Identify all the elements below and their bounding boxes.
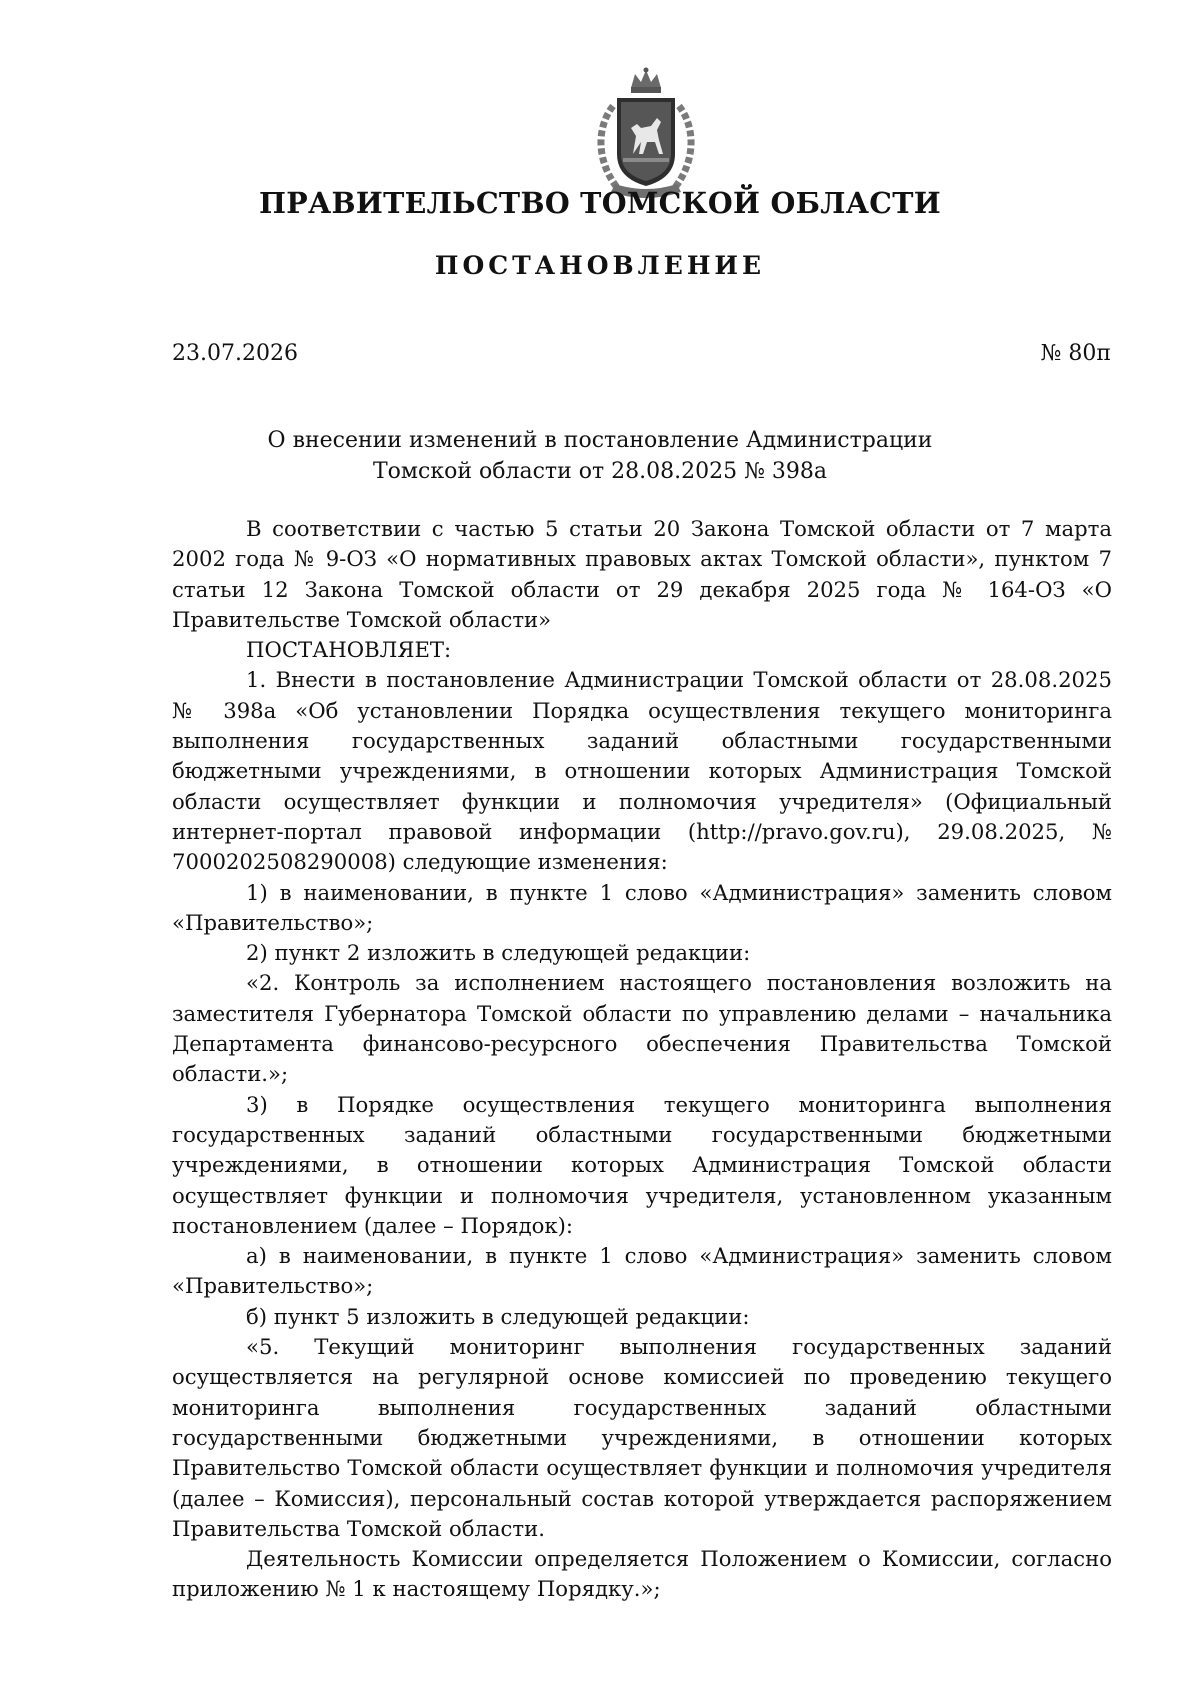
body-paragraph: а) в наименовании, в пункте 1 слово «Администрация» заменить словом «Правительство»;	[172, 1243, 1112, 1299]
body-paragraph: 2) пункт 2 изложить в следующей редакции:	[246, 940, 751, 966]
body-paragraph: Деятельность Комиссии определяется Положением о Комиссии, согласно приложению № 1 к настоящему Порядку.»;	[172, 1546, 1112, 1602]
organization-title: ПРАВИТЕЛЬСТВО ТОМСКОЙ ОБЛАСТИ	[259, 186, 941, 220]
document-number: № 80п	[1040, 341, 1111, 366]
subject-line: Томской области от 28.08.2025 № 398а	[372, 459, 828, 484]
document-type-title: ПОСТАНОВЛЕНИЕ	[434, 251, 766, 280]
body-paragraph: 3) в Порядке осуществления текущего мониторинга выполнения государственных заданий областными государственными бюджетными учреждениями, в отношении которых Администрация Томской области осуществляет функции и полномочия учредителя, установленном указанным постановлением (далее – Порядок):	[172, 1091, 1112, 1238]
body-paragraph: 1) в наименовании, в пункте 1 слово «Администрация» заменить словом «Правительство»;	[172, 879, 1112, 935]
body-paragraph: 1. Внести в постановление Администрации Томской области от 28.08.2025 № 398а «Об установлении Порядка осуществления текущего мониторинга выполнения государственных заданий областными государственными бюджетными учреждениями, в отношении которых Администрация Томской области осуществляет функции и полномочия учредителя» (Официальный интернет-портал правовой информации (http://pravo.gov.ru), 29.08.2025, № 7000202508290008) следующие изменения:	[172, 667, 1112, 875]
resolves-heading: ПОСТАНОВЛЯЕТ:	[246, 637, 452, 663]
subject-line: О внесении изменений в постановление Администрации	[267, 428, 933, 453]
body-paragraph: б) пункт 5 изложить в следующей редакции:	[246, 1303, 750, 1329]
document-subject	[0, 425, 1200, 487]
coat-of-arms-icon	[581, 66, 711, 202]
body-paragraph: «5. Текущий мониторинг выполнения государственных заданий осуществляется на регулярной основе комиссией по проведению текущего мониторинга выполнения государственных заданий областными государственными бюджетными учреждениями, в отношении которых Правительство Томской области осуществляет функции и полномочия учредителя (далее – Комиссия), персональный состав которой утверждается распоряжением Правительства Томской области.	[172, 1334, 1112, 1541]
preamble-paragraph: В соответствии с частью 5 статьи 20 Закона Томской области от 7 марта 2002 года № 9-ОЗ «О нормативных правовых актах Томской области», пунктом 7 статьи 12 Закона Томской области от 29 декабря 2025 года № 164-ОЗ «О Правительстве Томской области»	[172, 516, 1112, 632]
body-paragraph: «2. Контроль за исполнением настоящего постановления возложить на заместителя Губернатора Томской области по управлению делами – начальника Департамента финансово-ресурсного обеспечения Правительства Томской области.»;	[172, 970, 1112, 1087]
document-date: 23.07.2026	[172, 341, 298, 366]
document-body	[172, 514, 1112, 1605]
